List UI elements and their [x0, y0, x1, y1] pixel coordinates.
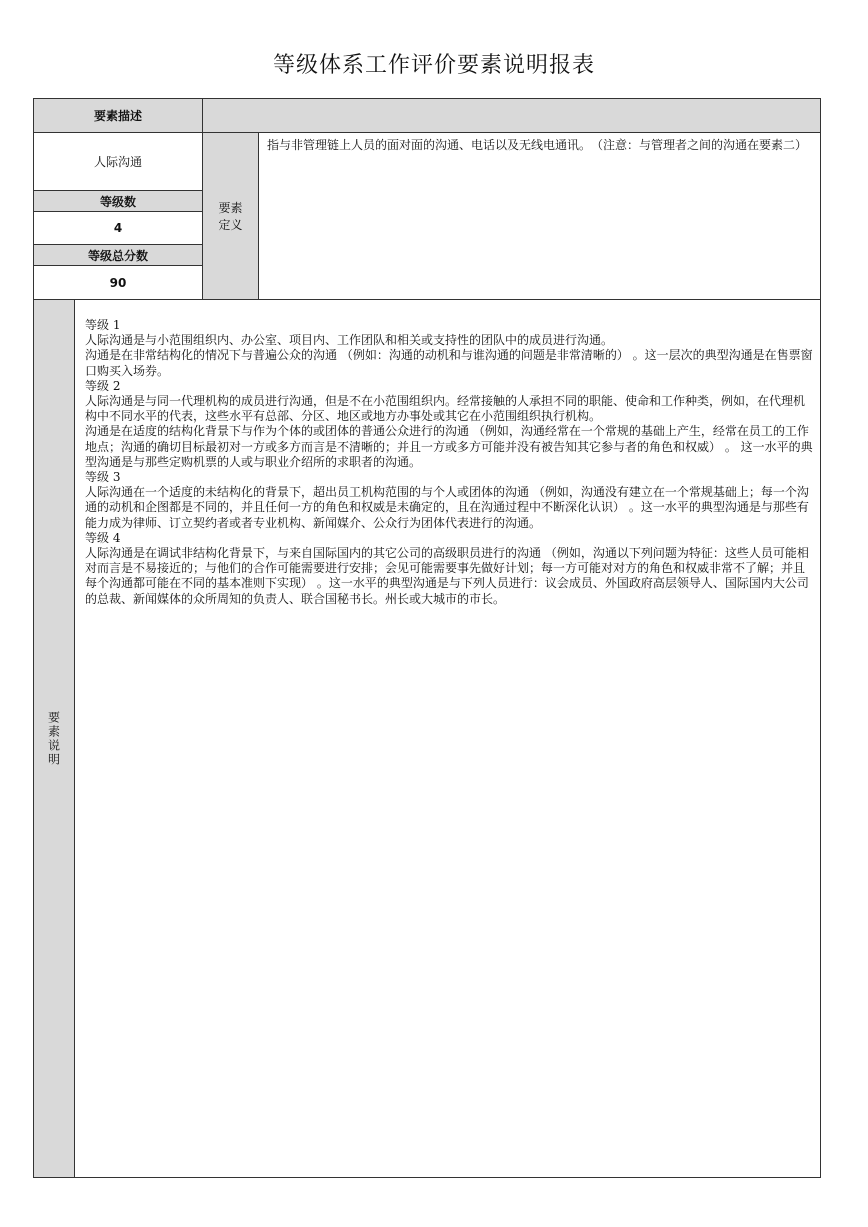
total-score-value: 90: [34, 265, 202, 299]
level-2-paragraph: 沟通是在适度的结构化背景下与作为个体的或团体的普通公众进行的沟通 （例如，沟通经常在一个常规的基础上产生，经常在员工的工作地点；沟通的确切目标最初对一方或多方而言是不清晰的；并且一方或多方可能并没有被告知其它参与者的角色和权威） 。 这一水平的典型沟通是与那些定购机票的人或与职业介绍所的求职者的沟通。: [85, 424, 813, 469]
level-2-heading: 等级 2: [85, 378, 121, 393]
levels-value: 4: [34, 211, 202, 244]
factor-description-value: [202, 99, 820, 132]
definition-text: 指与非管理链上人员的面对面的沟通、电话以及无线电通讯。 （注意：与管理者之间的沟通在要素二）: [258, 132, 820, 299]
factor-description-label: 要素描述: [34, 99, 202, 132]
total-score-label: 等级总分数: [34, 244, 202, 265]
report-title: 等级体系工作评价要素说明报表: [272, 53, 595, 78]
level-3-heading: 等级 3: [85, 470, 121, 485]
level-1-paragraph: 人际沟通是与小范围组织内、办公室、项目内、工作团队和相关或支持性的团队中的成员进行沟通。: [85, 333, 614, 348]
definition-label-line1: 要素: [218, 201, 243, 215]
explanation-label: [34, 299, 74, 1177]
explanation-content: [74, 299, 820, 1177]
level-4-heading: 等级 4: [85, 530, 121, 545]
level-1-heading: 等级 1: [85, 318, 121, 332]
level-3-paragraph: 人际沟通在一个适度的未结构化的背景下，超出员工机构范围的与个人或团体的沟通 （例如，沟通没有建立在一个常规基础上；每一个沟通的动机和企图都是不同的，并且任何一方的角色和权威是未确定的，且在沟通过程中不断深化认识） 。这一水平的典型沟通是与那些有能力成为律师、订立契约者或者专业机构、新闻媒介、公众行为团体代表进行的沟通。: [85, 485, 809, 530]
definition-label-line2: 定义: [218, 218, 243, 232]
factor-name: 人际沟通: [34, 132, 202, 190]
level-2-paragraph: 人际沟通是与同一代理机构的成员进行沟通，但是不在小范围组织内。经常接触的人承担不同的职能、使命和工作种类，例如，在代理机构中不同水平的代表，这些水平有总部、分区、地区或地方办事处或其它在小范围组织执行机构。: [85, 394, 806, 424]
level-4-paragraph: 人际沟通是在调试非结构化背景下，与来自国际国内的其它公司的高级职员进行的沟通 （例如，沟通以下列问题为特征：这些人员可能相对而言是不易接近的；与他们的合作可能需要进行安排；会见可能需要事先做好计划；每一方可能对对方的角色和权威非常不了解；并且每个沟通都可能在不同的基本准则下实现） 。这一水平的典型沟通是与下列人员进行：议会成员、外国政府高层领导人、国际国内大公司的总裁、新闻媒体的众所周知的负责人、联合国秘书长。州长或大城市的市长。: [85, 546, 809, 606]
levels-label: 等级数: [34, 190, 202, 211]
definition-label: [202, 132, 258, 299]
evaluation-table: [33, 98, 821, 1178]
level-1-paragraph: 沟通是在非常结构化的情况下与普遍公众的沟通 （例如：沟通的动机和与谁沟通的问题是非常清晰的） 。这一层次的典型沟通是在售票窗口购买入场券。: [85, 348, 813, 378]
explanation-label-text: 要素说明: [46, 710, 61, 767]
